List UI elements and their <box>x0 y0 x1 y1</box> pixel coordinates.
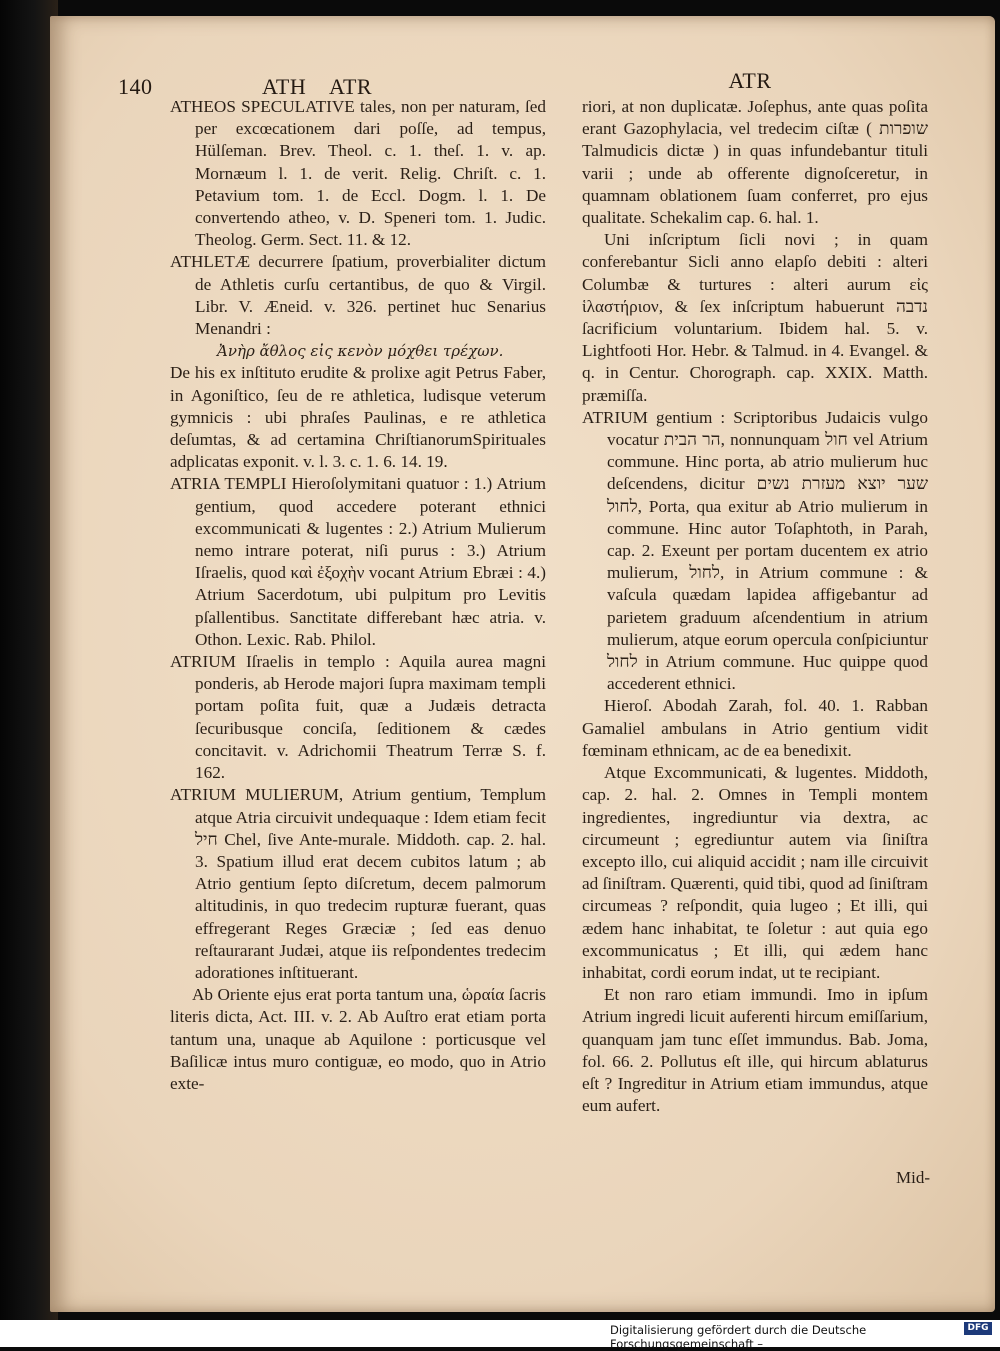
page-number: 140 <box>118 74 153 99</box>
running-head-right: ATR <box>728 68 772 93</box>
digitization-footer <box>0 1320 1000 1351</box>
running-head-left: ATH ATR <box>261 74 373 99</box>
entry-athletae: ATHLETÆ decurrere ſpatium, proverbialiter dictum de Athletis curſu certantibus, de quo & Virgil. Libr. V. Æneid. v. 326. pertinet huc Senarius Menandri : <box>170 252 546 339</box>
footer-credit: Digitalisierung gefördert durch die Deutsche Forschungsgemeinschaft – <box>610 1323 867 1351</box>
paragraph-immundi: Et non raro etiam immundi. Imo in ipſum Atrium ingredi licuit auferenti hircum emiſſarium, quanquam jam tunc eſſet immundus. Bab. Joma, fol. 66. 2. Pollutus eſt ille, qui hircum ablaturus eſt ? Ingreditur in Atrium etiam immundus, atque eum aufert. <box>582 985 928 1116</box>
greek-quote-menander: Ἀνὴρ ἄθλος εἰς κενὸν μόχθει τρέχων. <box>217 342 504 361</box>
paragraph-excommunicati: Atque Excommunicati, & lugentes. Middoth, cap. 2. hal. 2. Omnes in Templi montem ingredientes, ingrediuntur via dextra, ac circumeunt ; egrediuntur autem via ſiniſtra excepto illo, cui aliquid accidit ; nam ille circuivit ad ſiniſtram. Quærenti, quid tibi, quod ad ſiniſtram circumeas ? reſpondit, quia lugeo ; Et illi, qui ædem hanc inhabitat, te ſoletur : aut quia ego excommunicatus ; Et illi, qui ædem hanc inhabitat, cordi eorum indat, ut te recipiant. <box>582 763 928 982</box>
entry-atrium-gentium: ATRIUM gentium : Scriptoribus Judaicis vulgo vocatur הר הבית, nonnunquam חול vel Atrium commune. Hinc porta, ab atrio mulierum huc deſcendens, dicitur שער יוצא מעזרת נשים לחול, Porta, qua exitur ab Atrio mulierum in commune. Hinc autor Toſaphtoth, in Parah, cap. 2. Exeunt per portam ducentem ex atrio mulierum, לחול, in Atrium commune : & vaſcula quædam lapidea affigebantur ad parietem graduum aſcendentium in atrium mulierum, atque eorum opercula conſpiciuntur לחול in Atrium commune. Huc quippe quod accederent ethnici. <box>582 407 928 694</box>
paragraph-ab-oriente: Ab Oriente ejus erat porta tantum una, ὡραία ſacris literis dicta, Act. III. v. 2. Ab Auſtro erat etiam porta tantum una, unaque ab Aquilone : porticusque vel Baſilicæ intus muro contiguæ, eo modo, quo in Atrio exte- <box>170 985 546 1093</box>
entry-atrium-mulierum: ATRIUM MULIERUM, Atrium gentium, Templum atque Atria circuivit undequaque : Idem etiam fecit חיל Chel, ſive Ante-murale. Middoth. cap. 2. hal. 3. Spatium illud erat decem cubitos latum ; ab Atrio gentium ſepto diſcretum, decem palmorum altitudinis, in quo tredecim rupturæ fuerant, quas effregerant Reges Græciæ ; ſed eas denuo reſtaurarant Judæi, atque iis reſpondentes tredecim adorationes inſtituerant. <box>170 785 546 982</box>
paragraph-uni-inscriptum: Uni inſcriptum ſicli novi ; in quam conferebantur Sicli anno elapſo debiti : alteri Columbæ & turtures : alteri aurum εἰς ἱλαστήριον, & ſex inſcriptum habuerunt נדבה ſacrificium voluntarium. Ibidem hal. 5. v. Lightfooti Hor. Hebr. & Talmud. in 4. Evangel. & q. in Centur. Chorograph. cap. XXIX. Matth. præmiſſa. <box>582 230 928 405</box>
entry-atrium-israelis: ATRIUM Iſraelis in templo : Aquila aurea magni ponderis, ab Herode majori ſupra maximam templi portam poſita fuit, quæ a Judæis detracta ſecuribusque conciſa, ſeditionem & cædes concitavit. v. Adrichomii Theatrum Terræ S. f. 162. <box>170 652 546 783</box>
catchword: Mid- <box>896 1168 930 1187</box>
right-column <box>582 96 928 1117</box>
entry-atheos: ATHEOS SPECULATIVE tales, non per naturam, ſed per excœcationem dari poſſe, ad tempus, Hülſeman. Brev. Theol. c. 1. theſ. 1. v. ap. Mornæum l. 1. de verit. Relig. Chriſt. c. 1. Petavium tom. 1. de Eccl. Dogm. l. 1. De convertendo atheo, v. D. Speneri tom. 1. Judic. Theolog. Germ. Sect. 11. & 12. <box>170 97 546 250</box>
paragraph-hieros: Hieroſ. Abodah Zarah, fol. 40. 1. Rabban Gamaliel ambulans in Atrio gentium vidit fœminam ethnicam, ac de ea benedixit. <box>582 696 928 760</box>
dfg-logo: DFG <box>964 1322 992 1335</box>
paragraph-continuation: riori, at non duplicatæ. Joſephus, ante quas poſita erant Gazophylacia, vel tredecim ciſtæ ( שופרות Talmudicis dictæ ) in quas infundebantur tituli varii ; unde ab offerente dignoſceretur, in quamnam oblationem ſuam conferret, pro ejus qualitate. Schekalim cap. 6. hal. 1. <box>582 97 928 228</box>
left-column <box>170 96 546 1095</box>
entry-atria-templi: ATRIA TEMPLI Hieroſolymitani quatuor : 1.) Atrium gentium, quod accedere poterant ethnici excommunicati & lugentes : 2.) Atrium Mulierum nemo intrare poterat, niſi purus : 3.) Atrium Iſraelis, quod καὶ ἐξοχὴν vocant Atrium Ebræi : 4.) Atrium Sacerdotum, ubi pulpitum pro Levitis pſallentibus. Sanctitate differebant hæc atria. v. Othon. Lexic. Rab. Philol. <box>170 474 546 649</box>
paragraph-faber: De his ex inſtituto erudite & prolixe agit Petrus Faber, in Agoniſtico, ſeu de re athletica, ludisque veterum gymnicis : ubi phraſes Paulinas, e re athletica deſumtas, & ad certamina ChriſtianorumSpirituales adplicatas exponit. v. l. 3. c. 1. 6. 14. 19. <box>170 363 546 472</box>
